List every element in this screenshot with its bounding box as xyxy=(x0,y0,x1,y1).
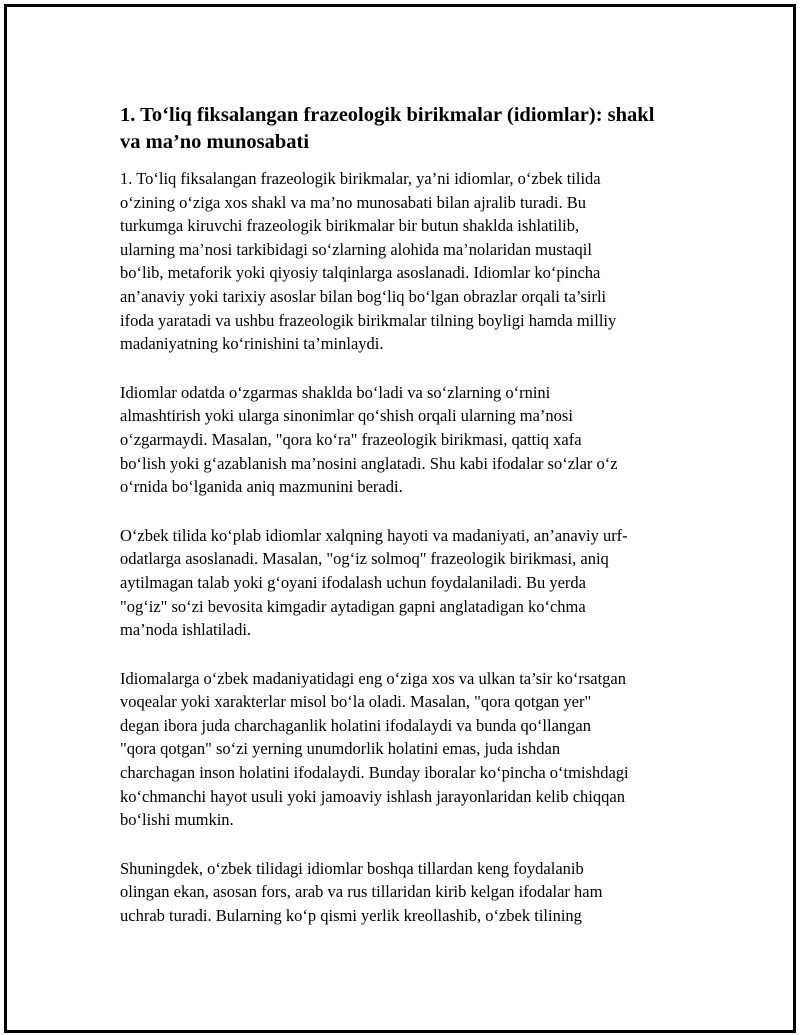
text-line: ma’noda ishlatiladi. xyxy=(120,620,252,640)
section-heading xyxy=(120,102,694,156)
paragraph-1 xyxy=(120,167,694,356)
text-line: Idiomlar odatda o‘zgarmas shaklda bo‘ladi va so‘zlarning o‘rnini xyxy=(120,382,551,402)
text-line: almashtirish yoki ularga sinonimlar qo‘shish orqali ularning ma’nosi xyxy=(120,406,573,426)
page-frame xyxy=(4,4,796,1033)
text-line: bo‘lib, metaforik yoki qiyosiy talqinlarga asoslanadi. Idiomlar ko‘pincha xyxy=(120,263,601,283)
text-line: "og‘iz" so‘zi bevosita kimgadir aytadigan gapni anglatadigan ko‘chma xyxy=(120,596,586,616)
text-line: bo‘lish yoki g‘azablanish ma’nosini anglatadi. Shu kabi ifodalar so‘zlar o‘z xyxy=(120,453,618,473)
text-line: o‘rnida bo‘lganida aniq mazmunini beradi. xyxy=(120,477,403,497)
text-line: bo‘lishi mumkin. xyxy=(120,810,234,830)
text-line: odatlarga asoslanadi. Masalan, "og‘iz solmoq" frazeologik birikmasi, aniq xyxy=(120,549,609,569)
paragraph-5 xyxy=(120,857,694,928)
text-line: ifoda yaratadi va ushbu frazeologik birikmalar tilning boyligi hamda milliy xyxy=(120,310,617,330)
text-line: uchrab turadi. Bularning ko‘p qismi yerlik kreollashib, o‘zbek tilining xyxy=(120,906,582,926)
heading-line: va ma’no munosabati xyxy=(120,131,310,153)
text-line: O‘zbek tilida ko‘plab idiomlar xalqning hayoti va madaniyati, an’anaviy urf- xyxy=(120,525,628,545)
text-line: Shuningdek, o‘zbek tilidagi idiomlar boshqa tillardan keng foydalanib xyxy=(120,858,584,878)
text-line: "qora qotgan" so‘zi yerning unumdorlik holatini emas, juda ishdan xyxy=(120,739,561,759)
text-line: voqealar yoki xarakterlar misol bo‘la oladi. Masalan, "qora qotgan yer" xyxy=(120,692,592,712)
text-line: aytilmagan talab yoki g‘oyani ifodalash uchun foydalaniladi. Bu yerda xyxy=(120,572,586,592)
document-body xyxy=(120,102,694,953)
paragraph-2 xyxy=(120,381,694,499)
text-line: turkumga kiruvchi frazeologik birikmalar bir butun shaklda ishlatilib, xyxy=(120,216,580,236)
text-line: olingan ekan, asosan fors, arab va rus tillaridan kirib kelgan ifodalar ham xyxy=(120,882,603,902)
paragraph-3 xyxy=(120,524,694,642)
text-line: Idiomalarga o‘zbek madaniyatidagi eng o‘ziga xos va ulkan ta’sir ko‘rsatgan xyxy=(120,668,626,688)
text-line: ko‘chmanchi hayot usuli yoki jamoaviy ishlash jarayonlaridan kelib chiqqan xyxy=(120,786,625,806)
text-line: o‘zining o‘ziga xos shakl va ma’no munosabati bilan ajralib turadi. Bu xyxy=(120,192,587,212)
text-line: o‘zgarmaydi. Masalan, "qora ko‘ra" frazeologik birikmasi, qattiq xafa xyxy=(120,429,582,449)
text-line: charchagan inson holatini ifodalaydi. Bunday iboralar ko‘pincha o‘tmishdagi xyxy=(120,763,629,783)
text-line: ularning ma’nosi tarkibidagi so‘zlarning alohida ma’nolaridan mustaqil xyxy=(120,239,592,259)
text-line: madaniyatning ko‘rinishini ta’minlaydi. xyxy=(120,334,384,354)
text-line: degan ibora juda charchaganlik holatini ifodalaydi va bunda qo‘llangan xyxy=(120,715,591,735)
text-line: 1. To‘liq fiksalangan frazeologik birikmalar, ya’ni idiomlar, o‘zbek tilida xyxy=(120,169,601,188)
heading-line: 1. To‘liq fiksalangan frazeologik birikmalar (idiomlar): shakl xyxy=(120,104,655,126)
paragraph-4 xyxy=(120,667,694,832)
text-line: an’anaviy yoki tarixiy asoslar bilan bog‘liq bo‘lgan obrazlar orqali ta’sirli xyxy=(120,286,607,306)
